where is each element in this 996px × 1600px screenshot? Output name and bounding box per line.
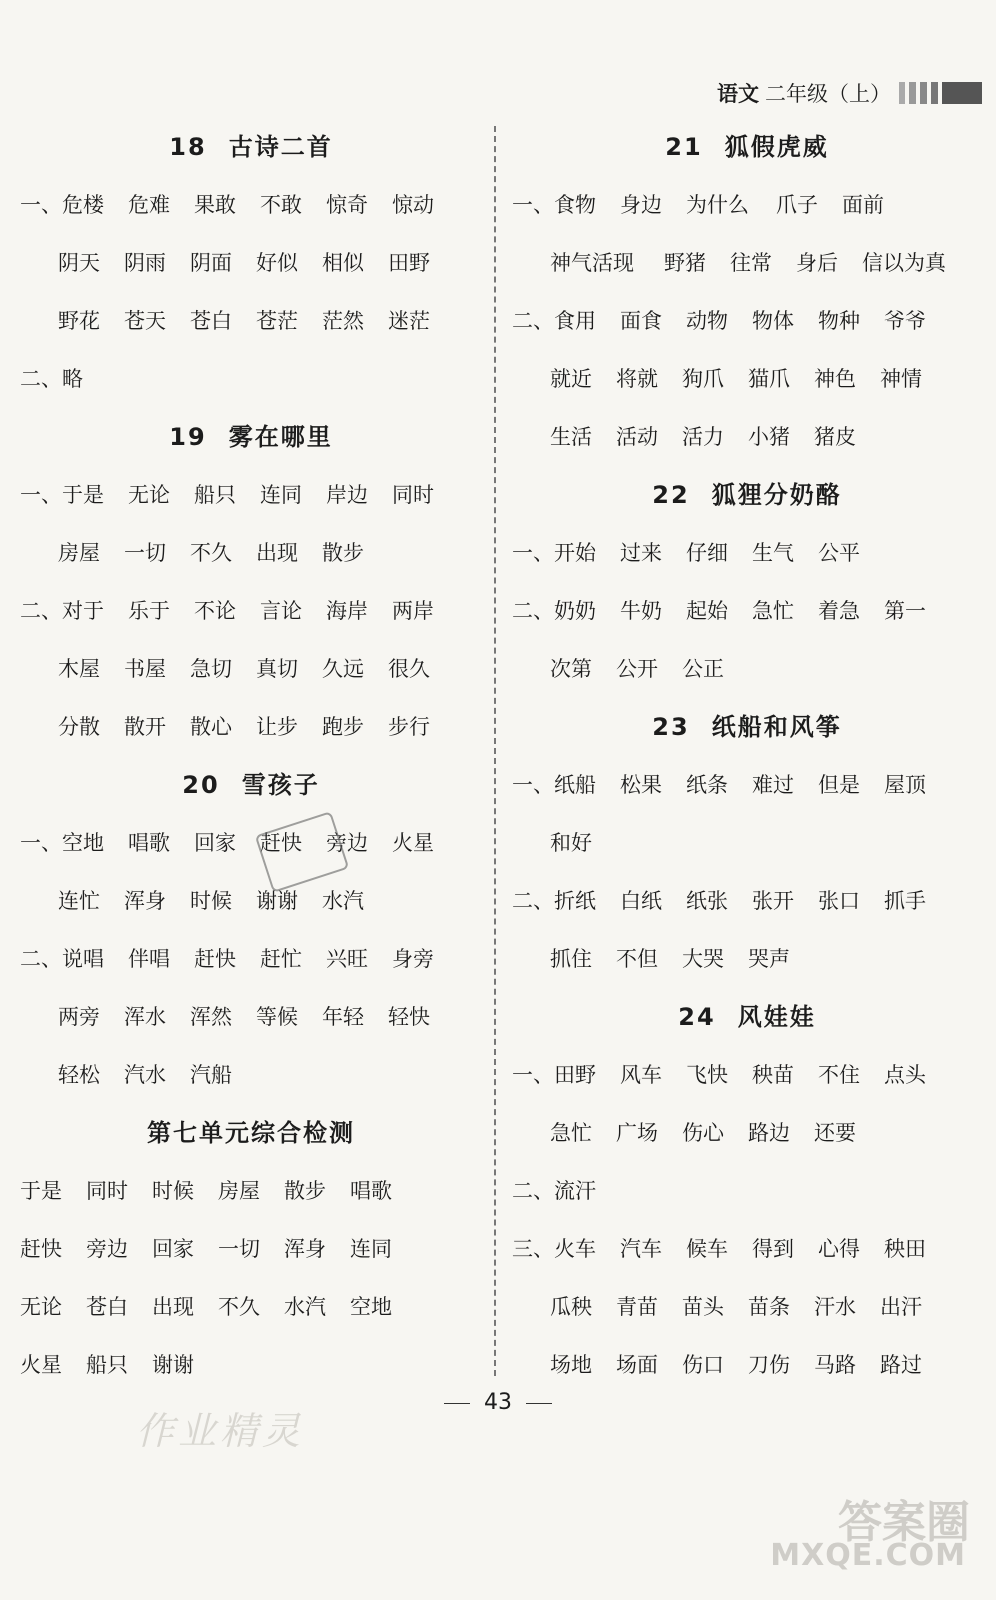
answer-word: 纸条 xyxy=(686,773,728,797)
column-divider xyxy=(494,126,496,1376)
answer-word: 危难 xyxy=(128,193,170,217)
answer-word: 但是 xyxy=(818,773,860,797)
answer-word: 赶快 xyxy=(194,947,236,971)
answer-word: 迷茫 xyxy=(388,309,430,333)
lesson-title: 雾在哪里 xyxy=(228,423,333,451)
right-column xyxy=(512,118,982,1394)
answer-word: 过来 xyxy=(620,541,662,565)
answer-word: 谢谢 xyxy=(256,889,298,913)
answer-word: 好似 xyxy=(256,251,298,275)
answer-word: 张开 xyxy=(752,889,794,913)
answer-word: 危楼 xyxy=(62,193,104,217)
answer-word: 野花 xyxy=(58,309,100,333)
answer-row xyxy=(20,582,482,640)
answer-word: 让步 xyxy=(256,715,298,739)
answer-word: 火星 xyxy=(392,831,434,855)
answer-word: 年轻 xyxy=(322,1005,364,1029)
answer-word: 奶奶 xyxy=(554,599,596,623)
answer-row xyxy=(20,1336,482,1394)
answer-row xyxy=(512,1336,982,1394)
answer-row xyxy=(20,930,482,988)
section-title xyxy=(512,698,982,756)
answer-word: 分散 xyxy=(58,715,100,739)
section-title xyxy=(20,756,482,814)
answer-word: 活力 xyxy=(682,425,724,449)
watermark-left: 作业精灵 xyxy=(136,1409,305,1453)
answer-word: 赶快 xyxy=(260,831,302,855)
answer-word: 回家 xyxy=(194,831,236,855)
answer-word: 风车 xyxy=(620,1063,662,1087)
answer-word: 活动 xyxy=(616,425,658,449)
answer-word: 流汗 xyxy=(554,1179,596,1203)
answer-word: 物体 xyxy=(752,309,794,333)
lesson-number: 18 xyxy=(169,133,207,161)
answer-row xyxy=(20,814,482,872)
answer-word: 汽船 xyxy=(190,1063,232,1087)
answer-word: 两旁 xyxy=(58,1005,100,1029)
answer-word: 轻快 xyxy=(388,1005,430,1029)
answer-word: 回家 xyxy=(152,1237,194,1261)
answer-row xyxy=(20,1046,482,1104)
answer-word: 于是 xyxy=(20,1179,62,1203)
answer-word: 散步 xyxy=(284,1179,326,1203)
answer-word: 飞快 xyxy=(686,1063,728,1087)
question-label: 二、 xyxy=(512,1179,554,1203)
answer-row xyxy=(20,872,482,930)
answer-word: 松果 xyxy=(620,773,662,797)
section-title xyxy=(512,466,982,524)
answer-row xyxy=(512,756,982,814)
answer-row xyxy=(512,1162,982,1220)
answer-row xyxy=(512,176,982,234)
answer-row xyxy=(512,350,982,408)
answer-word: 无论 xyxy=(128,483,170,507)
answer-word: 抓住 xyxy=(550,947,592,971)
answer-word: 往常 xyxy=(730,251,772,275)
answer-word: 生活 xyxy=(550,425,592,449)
answer-row xyxy=(20,292,482,350)
answer-word: 对于 xyxy=(62,599,104,623)
answer-row xyxy=(20,640,482,698)
answer-word: 青苗 xyxy=(616,1295,658,1319)
answer-word: 和好 xyxy=(550,831,592,855)
answer-word: 苍茫 xyxy=(256,309,298,333)
answer-row xyxy=(512,1046,982,1104)
answer-word: 兴旺 xyxy=(326,947,368,971)
answer-row xyxy=(512,1104,982,1162)
answer-word: 时候 xyxy=(152,1179,194,1203)
answer-word: 赶忙 xyxy=(260,947,302,971)
answer-row xyxy=(20,698,482,756)
answer-word: 相似 xyxy=(322,251,364,275)
answer-word: 旁边 xyxy=(326,831,368,855)
answer-word: 马路 xyxy=(814,1353,856,1377)
lesson-title: 雪孩子 xyxy=(241,771,320,799)
answer-word: 食用 xyxy=(554,309,596,333)
answer-word: 浑水 xyxy=(124,1005,166,1029)
answer-word: 连同 xyxy=(350,1237,392,1261)
section-title xyxy=(20,118,482,176)
answer-word: 火星 xyxy=(20,1353,62,1377)
answer-word: 唱歌 xyxy=(128,831,170,855)
answer-word: 心得 xyxy=(818,1237,860,1261)
answer-row xyxy=(512,814,982,872)
answer-word: 连同 xyxy=(260,483,302,507)
answer-word: 等候 xyxy=(256,1005,298,1029)
answer-row xyxy=(512,872,982,930)
answer-word: 刀伤 xyxy=(748,1353,790,1377)
answer-word: 谢谢 xyxy=(152,1353,194,1377)
answer-word: 房屋 xyxy=(218,1179,260,1203)
answer-word: 言论 xyxy=(260,599,302,623)
answer-word: 牛奶 xyxy=(620,599,662,623)
answer-word: 海岸 xyxy=(326,599,368,623)
answer-word: 神色 xyxy=(814,367,856,391)
answer-word: 不住 xyxy=(818,1063,860,1087)
answer-word: 公正 xyxy=(682,657,724,681)
answer-word: 同时 xyxy=(392,483,434,507)
answer-word: 略 xyxy=(62,367,83,391)
question-label: 三、 xyxy=(512,1237,554,1261)
answer-word: 第一 xyxy=(884,599,926,623)
answer-word: 抓手 xyxy=(884,889,926,913)
answer-word: 次第 xyxy=(550,657,592,681)
left-column xyxy=(20,118,482,1394)
lesson-title: 狐假虎威 xyxy=(724,133,829,161)
question-label: 一、 xyxy=(512,773,554,797)
answer-word: 田野 xyxy=(388,251,430,275)
answer-word: 伤心 xyxy=(682,1121,724,1145)
answer-row xyxy=(512,640,982,698)
answer-word: 轻松 xyxy=(58,1063,100,1087)
lesson-title: 古诗二首 xyxy=(228,133,333,161)
answer-word: 苗条 xyxy=(748,1295,790,1319)
answer-word: 果敢 xyxy=(194,193,236,217)
answer-word: 猪皮 xyxy=(814,425,856,449)
answer-word: 公开 xyxy=(616,657,658,681)
answer-word: 秧田 xyxy=(884,1237,926,1261)
answer-word: 两岸 xyxy=(392,599,434,623)
question-label: 二、 xyxy=(20,947,62,971)
section-title xyxy=(512,988,982,1046)
answer-word: 身后 xyxy=(796,251,838,275)
answer-word: 一切 xyxy=(218,1237,260,1261)
question-label: 二、 xyxy=(20,599,62,623)
answer-word: 得到 xyxy=(752,1237,794,1261)
watermark-url: MXQE.COM xyxy=(770,1538,966,1573)
answer-row xyxy=(512,930,982,988)
answer-row xyxy=(512,582,982,640)
answer-word: 身边 xyxy=(620,193,662,217)
answer-word: 旁边 xyxy=(86,1237,128,1261)
answer-word: 瓜秧 xyxy=(550,1295,592,1319)
question-label: 一、 xyxy=(20,193,62,217)
answer-word: 野猪 xyxy=(664,251,706,275)
answer-word: 赶快 xyxy=(20,1237,62,1261)
answer-word: 不敢 xyxy=(260,193,302,217)
answer-row xyxy=(20,1220,482,1278)
answer-word: 狗爪 xyxy=(682,367,724,391)
answer-row xyxy=(20,466,482,524)
lesson-number: 23 xyxy=(652,713,690,741)
answer-word: 水汽 xyxy=(284,1295,326,1319)
question-label: 二、 xyxy=(512,309,554,333)
answer-word: 汗水 xyxy=(814,1295,856,1319)
question-label: 一、 xyxy=(20,483,62,507)
answer-word: 小猪 xyxy=(748,425,790,449)
question-label: 二、 xyxy=(512,599,554,623)
answer-word: 苍天 xyxy=(124,309,166,333)
answer-word: 不久 xyxy=(190,541,232,565)
answer-word: 哭声 xyxy=(748,947,790,971)
answer-word: 食物 xyxy=(554,193,596,217)
lesson-title: 第七单元综合检测 xyxy=(147,1119,355,1147)
question-label: 一、 xyxy=(512,193,554,217)
answer-word: 船只 xyxy=(86,1353,128,1377)
answer-word: 出现 xyxy=(256,541,298,565)
subject-label: 语文 xyxy=(717,82,759,106)
answer-word: 连忙 xyxy=(58,889,100,913)
grade-label: 二年级（上） xyxy=(765,82,891,106)
answer-word: 于是 xyxy=(62,483,104,507)
answer-row xyxy=(512,234,982,292)
answer-word: 真切 xyxy=(256,657,298,681)
lesson-number: 19 xyxy=(169,423,207,451)
answer-row xyxy=(20,524,482,582)
answer-word: 张口 xyxy=(818,889,860,913)
answer-word: 火车 xyxy=(554,1237,596,1261)
answer-row xyxy=(20,1278,482,1336)
answer-word: 苍白 xyxy=(86,1295,128,1319)
answer-word: 急忙 xyxy=(752,599,794,623)
answer-word: 空地 xyxy=(62,831,104,855)
answer-word: 苗头 xyxy=(682,1295,724,1319)
answer-word: 生气 xyxy=(752,541,794,565)
answer-word: 将就 xyxy=(616,367,658,391)
answer-row xyxy=(512,1220,982,1278)
answer-word: 散步 xyxy=(322,541,364,565)
answer-row xyxy=(20,1162,482,1220)
answer-word: 茫然 xyxy=(322,309,364,333)
lesson-number: 20 xyxy=(182,771,220,799)
answer-word: 纸张 xyxy=(686,889,728,913)
answer-word: 跑步 xyxy=(322,715,364,739)
header-decoration xyxy=(899,82,982,104)
answer-word: 阴雨 xyxy=(124,251,166,275)
page-number: 43 xyxy=(484,1390,512,1415)
answer-row xyxy=(20,350,482,408)
answer-word: 一切 xyxy=(124,541,166,565)
answer-word: 无论 xyxy=(20,1295,62,1319)
answer-row xyxy=(512,524,982,582)
question-label: 二、 xyxy=(512,889,554,913)
answer-word: 出现 xyxy=(152,1295,194,1319)
answer-word: 不论 xyxy=(194,599,236,623)
answer-word: 书屋 xyxy=(124,657,166,681)
answer-word: 难过 xyxy=(752,773,794,797)
answer-word: 岸边 xyxy=(326,483,368,507)
answer-word: 散心 xyxy=(190,715,232,739)
answer-row xyxy=(512,1278,982,1336)
answer-word: 神气活现 xyxy=(550,251,634,275)
answer-row xyxy=(512,408,982,466)
page-header xyxy=(717,76,982,110)
answer-word: 不久 xyxy=(218,1295,260,1319)
answer-word: 爷爷 xyxy=(884,309,926,333)
answer-word: 房屋 xyxy=(58,541,100,565)
answer-word: 猫爪 xyxy=(748,367,790,391)
answer-word: 乐于 xyxy=(128,599,170,623)
answer-word: 空地 xyxy=(350,1295,392,1319)
answer-word: 浑然 xyxy=(190,1005,232,1029)
answer-word: 路过 xyxy=(880,1353,922,1377)
answer-word: 田野 xyxy=(554,1063,596,1087)
lesson-number: 22 xyxy=(652,481,690,509)
answer-word: 白纸 xyxy=(620,889,662,913)
answer-word: 船只 xyxy=(194,483,236,507)
answer-word: 就近 xyxy=(550,367,592,391)
answer-word: 起始 xyxy=(686,599,728,623)
answer-word: 秧苗 xyxy=(752,1063,794,1087)
lesson-title: 纸船和风筝 xyxy=(711,713,842,741)
answer-word: 信以为真 xyxy=(862,251,946,275)
answer-row xyxy=(20,234,482,292)
answer-word: 散开 xyxy=(124,715,166,739)
answer-row xyxy=(20,988,482,1046)
answer-word: 纸船 xyxy=(554,773,596,797)
answer-word: 大哭 xyxy=(682,947,724,971)
answer-word: 水汽 xyxy=(322,889,364,913)
answer-word: 久远 xyxy=(322,657,364,681)
answer-word: 点头 xyxy=(884,1063,926,1087)
lesson-number: 24 xyxy=(678,1003,716,1031)
answer-word: 木屋 xyxy=(58,657,100,681)
answer-word: 屋顶 xyxy=(884,773,926,797)
answer-word: 还要 xyxy=(814,1121,856,1145)
answer-word: 同时 xyxy=(86,1179,128,1203)
answer-word: 面食 xyxy=(620,309,662,333)
answer-word: 着急 xyxy=(818,599,860,623)
answer-word: 神情 xyxy=(880,367,922,391)
answer-word: 时候 xyxy=(190,889,232,913)
answer-word: 急忙 xyxy=(550,1121,592,1145)
answer-word: 场面 xyxy=(616,1353,658,1377)
answer-word: 面前 xyxy=(842,193,884,217)
answer-word: 出汗 xyxy=(880,1295,922,1319)
answer-word: 唱歌 xyxy=(350,1179,392,1203)
question-label: 一、 xyxy=(512,1063,554,1087)
answer-word: 阴面 xyxy=(190,251,232,275)
answer-word: 惊奇 xyxy=(326,193,368,217)
answer-word: 步行 xyxy=(388,715,430,739)
answer-word: 公平 xyxy=(818,541,860,565)
answer-word: 动物 xyxy=(686,309,728,333)
answer-word: 浑身 xyxy=(284,1237,326,1261)
answer-word: 折纸 xyxy=(554,889,596,913)
answer-word: 说唱 xyxy=(62,947,104,971)
answer-word: 爪子 xyxy=(776,193,818,217)
answer-word: 汽水 xyxy=(124,1063,166,1087)
answer-word: 身旁 xyxy=(392,947,434,971)
answer-word: 伤口 xyxy=(682,1353,724,1377)
answer-word: 广场 xyxy=(616,1121,658,1145)
answer-row xyxy=(512,292,982,350)
lesson-number: 21 xyxy=(665,133,703,161)
answer-word: 场地 xyxy=(550,1353,592,1377)
answer-word: 苍白 xyxy=(190,309,232,333)
section-title xyxy=(20,408,482,466)
answer-word: 候车 xyxy=(686,1237,728,1261)
watermark-logo: 答案圈 xyxy=(838,1497,970,1548)
question-label: 二、 xyxy=(20,367,62,391)
answer-word: 很久 xyxy=(388,657,430,681)
section-title xyxy=(512,118,982,176)
answer-word: 物种 xyxy=(818,309,860,333)
lesson-title: 风娃娃 xyxy=(737,1003,816,1031)
answer-word: 开始 xyxy=(554,541,596,565)
question-label: 一、 xyxy=(20,831,62,855)
answer-word: 为什么 xyxy=(686,193,749,217)
answer-word: 伴唱 xyxy=(128,947,170,971)
lesson-title: 狐狸分奶酪 xyxy=(711,481,842,509)
answer-word: 急切 xyxy=(190,657,232,681)
answer-word: 汽车 xyxy=(620,1237,662,1261)
question-label: 一、 xyxy=(512,541,554,565)
answer-word: 浑身 xyxy=(124,889,166,913)
answer-word: 惊动 xyxy=(392,193,434,217)
answer-word: 不但 xyxy=(616,947,658,971)
answer-word: 阴天 xyxy=(58,251,100,275)
answer-word: 路边 xyxy=(748,1121,790,1145)
answer-word: 仔细 xyxy=(686,541,728,565)
section-title xyxy=(20,1104,482,1162)
answer-row xyxy=(20,176,482,234)
